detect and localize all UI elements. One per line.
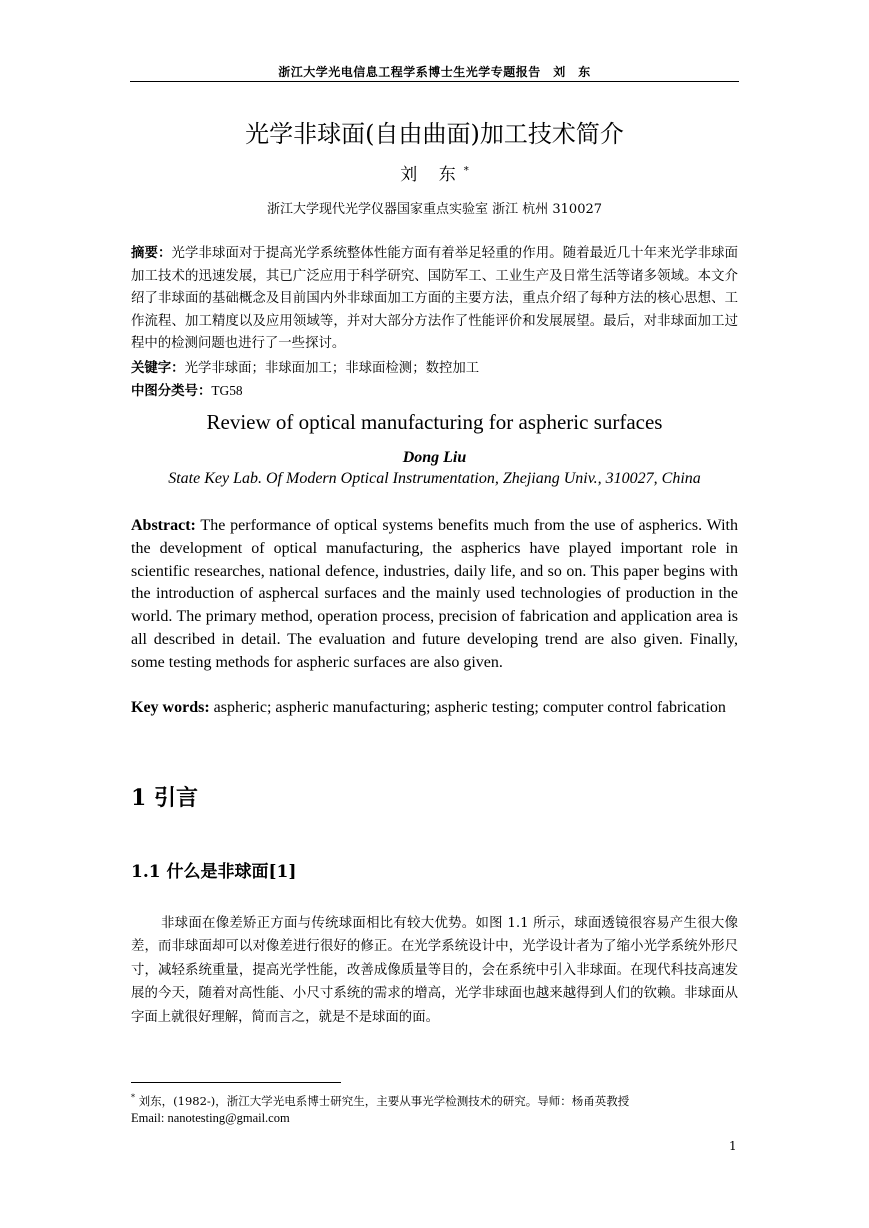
abstract-cn xyxy=(131,243,738,356)
page-number: 1 xyxy=(729,1139,737,1153)
keywords-en-text: aspheric; aspheric manufacturing; aspheric testing; computer control fabrication xyxy=(209,699,726,716)
footnote-line-1 xyxy=(131,1089,738,1110)
header-rule xyxy=(130,81,739,82)
body-paragraph: 非球面在像差矫正方面与传统球面相比有较大优势。如图 1.1 所示，球面透镜很容易产生很大像差，而非球面却可以对像差进行很好的修正。在光学系统设计中，光学设计者为了缩小光学系统外形尺寸，减轻系统重量，提高光学性能，改善成像质量等目的，会在系统中引入非球面。在现代科技高速发展的今天，随着对高性能、小尺寸系统的需求的增高，光学非球面也越来越得到人们的钦赖。非球面从字面上就很好理解，简而言之，就是不是球面的面。 xyxy=(131,916,738,1025)
running-header: 浙江大学光电信息工程学系博士生光学专题报告 刘 东 xyxy=(278,65,591,79)
clc-text: TG58 xyxy=(211,383,243,398)
author-cn xyxy=(0,160,869,185)
clc-number xyxy=(131,380,243,399)
abstract-cn-label: 摘要： xyxy=(131,246,172,261)
abstract-en xyxy=(131,515,738,675)
keywords-en-label: Key words: xyxy=(131,699,210,716)
keywords-cn-text: 光学非球面；非球面加工；非球面检测；数控加工 xyxy=(184,361,480,376)
keywords-en xyxy=(131,697,738,720)
author-cn-name: 刘 东 xyxy=(400,165,464,185)
footnote-rule xyxy=(131,1082,341,1083)
keywords-cn-label: 关键字： xyxy=(131,361,185,376)
abstract-en-text: The performance of optical systems benefits much from the use of aspherics. With the development of optical manufacturing, the aspherics have played important role in scientific researches, national defence, industries, daily life, and so on. This paper begins with the introduction of asphercal surfaces and the mainly used technologies of production in the world. The primary method, operation process, precision of fabrication and application area is all described in detail. The evaluation and future developing trend are also given. Finally, some testing methods for aspheric surfaces are also given. xyxy=(131,517,738,671)
abstract-cn-text: 光学非球面对于提高光学系统整体性能方面有着举足轻重的作用。随着最近几十年来光学非球面加工技术的迅速发展，其已广泛应用于科学研究、国防军工、工业生产及日常生活等诸多领域。本文介绍了非球面的基础概念及目前国内外非球面加工方面的主要方法，重点介绍了每种方法的核心思想、工作流程、加工精度以及应用领域等，并对大部分方法作了性能评价和发展展望。最后，对非球面加工过程中的检测问题也进行了一些探讨。 xyxy=(131,246,739,352)
section-heading: 1 引言 xyxy=(131,785,198,811)
subsection-heading: 1.1 什么是非球面[1] xyxy=(131,862,297,882)
clc-label: 中图分类号： xyxy=(131,384,212,399)
paper-title-cn: 光学非球面(自由曲面)加工技术简介 xyxy=(245,120,624,148)
footnote-email: Email: nanotesting@gmail.com xyxy=(131,1110,290,1125)
affiliation-cn: 浙江大学现代光学仪器国家重点实验室 浙江 杭州 310027 xyxy=(266,202,603,217)
keywords-cn xyxy=(131,357,479,376)
footnote xyxy=(131,1089,738,1127)
footnote-mark: * xyxy=(131,1093,135,1102)
author-footnote-mark: * xyxy=(463,165,469,177)
abstract-en-label: Abstract: xyxy=(131,517,196,534)
affiliation-en: State Key Lab. Of Modern Optical Instrumentation, Zhejiang Univ., 310027, China xyxy=(168,470,701,487)
footnote-author-info: 刘东，(1982-)，浙江大学光电系博士研究生，主要从事光学检测技术的研究。导师：杨甬英教授 xyxy=(135,1093,630,1108)
author-en: Dong Liu xyxy=(402,449,467,466)
paper-title-en: Review of optical manufacturing for aspheric surfaces xyxy=(206,410,663,434)
